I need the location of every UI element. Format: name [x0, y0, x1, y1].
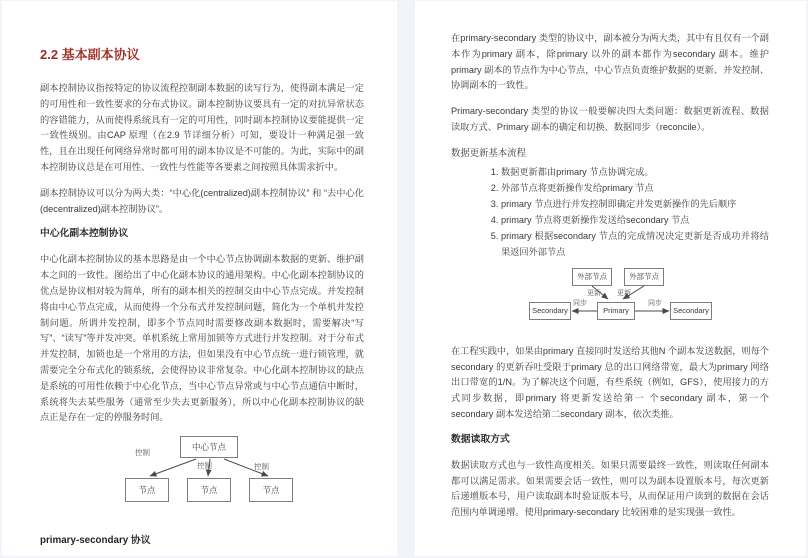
update-arrow-label: 更新: [617, 289, 631, 297]
page-right: [415, 1, 806, 556]
control-arrow-label: 控制: [254, 462, 269, 472]
sync-arrow-label: 同步: [573, 299, 587, 307]
centralized-protocol-diagram: [40, 436, 367, 522]
control-arrow-label: 控制: [197, 461, 212, 471]
external-node-box: 外部节点: [572, 268, 612, 286]
heading-data-read: 数据读取方式: [451, 433, 510, 445]
heading-primary-secondary: primary-secondary 协议: [40, 535, 151, 547]
node-box: 节点: [187, 478, 231, 502]
paragraph-engineering-practice: 在工程实践中，如果由primary 直接同时发送给其他N 个副本发送数据，则每个secondary 的更新吞吐受限于primary 总的出口网络带宽，最大为primary 网络出口带宽的1/N。为了解决这个问题，有些系统（例如，GFS），使用接力的方式同步数据，即primary 将更新发送给第一 个secondary 副本，第一个secondary 副本发送给第二secondary 副本，依次类推。: [451, 345, 769, 419]
external-node-box: 外部节点: [624, 268, 664, 286]
paragraph-four-problems: Primary-secondary 类型的协议一般要解决四大类问题：数据更新流程、数据读取方式、Primary 副本的确定和切换、数据同步（reconcile）。: [451, 106, 769, 132]
section-title: 2.2 基本副本协议: [40, 47, 140, 62]
secondary-node-box: Secondary: [529, 302, 571, 320]
paragraph-data-read-detail: 数据读取方式也与一致性高度相关。如果只需要最终一致性，则读取任何副本都可以满足需求。如果需要会话一致性，则可以为副本设置版本号，每次更新后递增版本号，用户读取副本时验证版本号，从而保证用户读到的数据在会话范围内单调递增。使用primary-secondary 比较困难的是实现强一致性。: [451, 459, 769, 518]
primary-secondary-diagram: [451, 268, 769, 328]
sync-arrow-label: 同步: [648, 299, 662, 307]
center-node-box: 中心节点: [180, 436, 238, 458]
paragraph-primary-secondary-intro: 在primary-secondary 类型的协议中，副本被分为两大类，其中有且仅有一个副本作为primary 副本，除primary 以外的副本都作为secondary 副本。维护primary 副本的节点作为中心节点，中心节点负责维护数据的更新、并发控制、协调副本的一致性。: [451, 33, 769, 91]
page-gutter: [397, 0, 415, 558]
flow-step: 4. primary 节点将更新操作发送给secondary 节点: [501, 212, 769, 228]
flow-step: 2. 外部节点将更新操作发给primary 节点: [501, 180, 769, 196]
flow-step: 3. primary 节点进行并发控制即确定并发更新操作的先后顺序: [501, 196, 769, 212]
secondary-node-box: Secondary: [670, 302, 712, 320]
update-flow-list: [451, 164, 769, 260]
update-arrow-label: 更新: [587, 289, 601, 297]
paragraph-protocol-categories: 副本控制协议可以分为两大类：“中心化(centralized)副本控制协议” 和 “去中心化(decentralized)副本控制协议”。: [40, 187, 364, 214]
paragraph-centralized-detail: 中心化副本控制协议的基本思路是由一个中心节点协调副本数据的更新、维护副本之间的一致性。图给出了中心化副本协议的通用架构。中心化副本控制协议的优点是协议相对较为简单，所有的副本相关的控制交由中心节点完成。并发控制将由中心节点完成，从而使得一个分布式并发控制问题，简化为一个单机并发控制问题。所谓并发控制，即多个节点同时需要修改副本数据时，需要解决“写写”、“读写”等并发冲突。单机系统上常用加锁等方式进行并发控制。对于分布式并发控制，加锁也是一个常用的方法，但如果没有中心节点统一进行锁管理，就需要完全分布式化的锁系统，会使得协议非常复杂。中心化副本控制协议的缺点是系统的可用性依赖于中心化节点，当中心节点异常或与中心节点通信中断时，系统将失去某些服务（通常至少失去更新服务），所以中心化副本控制协议的缺点正是存在一定的停服务时间。: [40, 254, 364, 423]
paragraph-replica-protocol-intro: 副本控制协议指按特定的协议流程控制副本数据的读写行为，使得副本满足一定的可用性和一致性要求的分布式协议。副本控制协议要具有一定的对抗异常状态的容错能力，从而使得系统具有一定的可用性，同时副本控制协议要能提供一定一致性级别。由CAP 原理（在2.9 节详细分析）可知，要设计一种满足强一致性，且在出现任何网络异常时都可用的副本协议是不可能的。为此，实际中的副本控制协议总是在可用性、一致性与性能等各要素之间按照具体需求折中。: [40, 83, 364, 172]
heading-update-flow: 数据更新基本流程: [451, 146, 527, 158]
node-box: 节点: [125, 478, 169, 502]
primary-node-box: Primary: [597, 302, 635, 320]
page-left: [2, 1, 397, 556]
heading-centralized-protocol: 中心化副本控制协议: [40, 228, 129, 240]
flow-step: 5. primary 根据secondary 节点的完成情况决定更新是否成功并将结果返回外部节点: [501, 228, 769, 260]
flow-step: 1. 数据更新都由primary 节点协调完成。: [501, 164, 769, 180]
node-box: 节点: [249, 478, 293, 502]
control-arrow-label: 控制: [135, 448, 150, 458]
